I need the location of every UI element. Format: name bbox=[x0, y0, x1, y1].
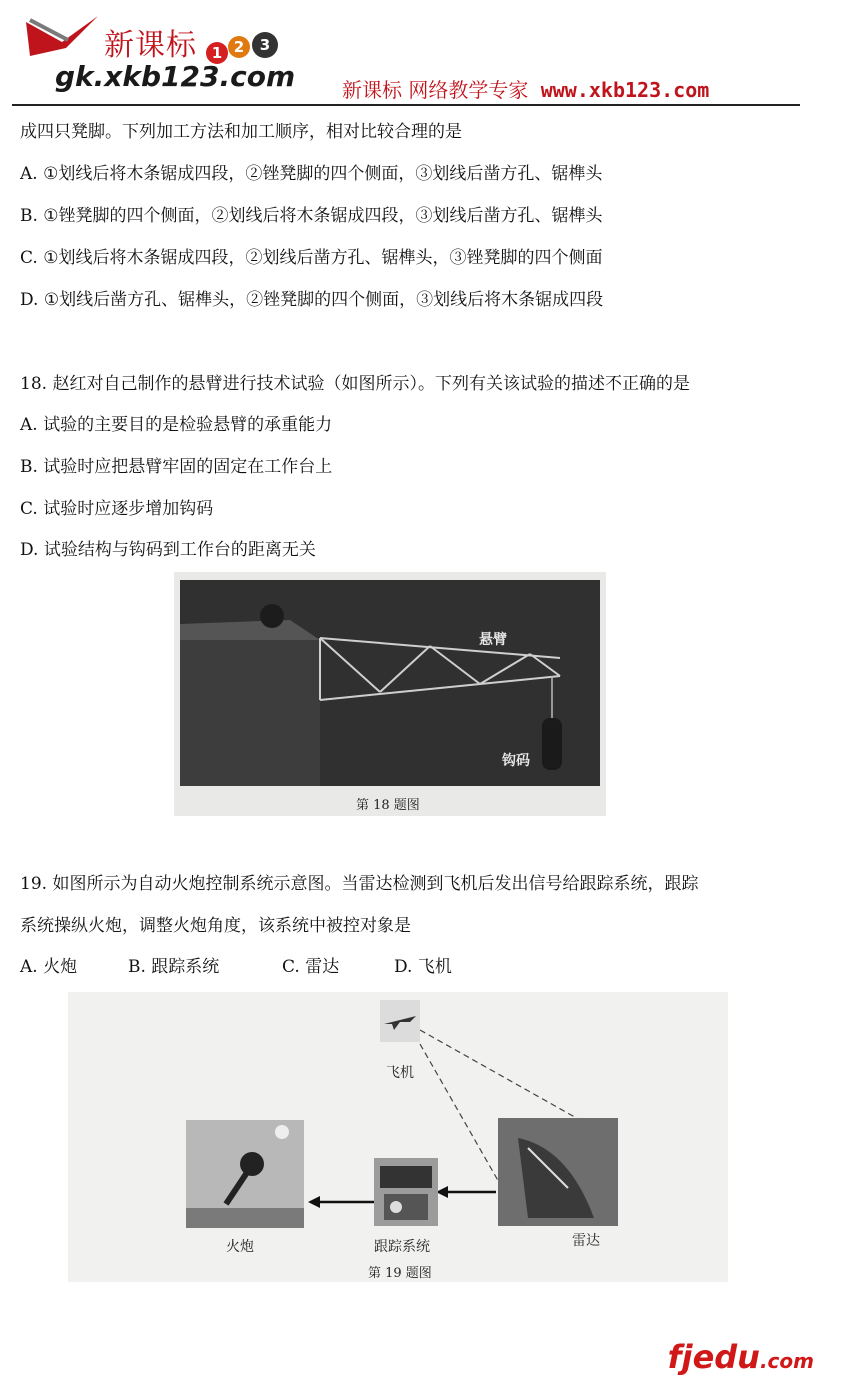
plane-icon bbox=[380, 1000, 420, 1042]
logo-swoosh-icon bbox=[22, 12, 102, 62]
q19-stem-line2: 系统操纵火炮，调整火炮角度，该系统中被控对象是 bbox=[20, 916, 411, 936]
q18-option-a: A. 试验的主要目的是检验悬臂的承重能力 bbox=[20, 415, 333, 435]
q18-figure bbox=[174, 572, 606, 816]
site-url-link[interactable]: www.xkb123.com bbox=[540, 78, 710, 102]
q18-option-d: D. 试验结构与钩码到工作台的距离无关 bbox=[20, 540, 316, 560]
slogan-text: 新课标 网络教学专家 bbox=[342, 78, 529, 102]
footer-brand-suffix: .com bbox=[759, 1349, 814, 1373]
q19-figure-caption: 第 19 题图 bbox=[368, 1266, 432, 1281]
header-slogan bbox=[342, 74, 709, 103]
q19-option-b: B. 跟踪系统 bbox=[128, 957, 220, 977]
q18-option-c: C. 试验时应逐步增加钩码 bbox=[20, 499, 214, 519]
q19-option-d: D. 飞机 bbox=[394, 957, 452, 977]
q19-figure bbox=[68, 992, 728, 1282]
header-divider bbox=[12, 104, 800, 106]
logo-url[interactable]: gk.xkb123.com bbox=[55, 60, 296, 93]
q18-figure-caption: 第 18 题图 bbox=[356, 798, 420, 813]
q17-option-a: A. ①划线后将木条锯成四段，②锉凳脚的四个侧面，③划线后凿方孔、锯榫头 bbox=[20, 164, 603, 184]
logo-title: 新课标 bbox=[104, 28, 197, 63]
footer-logo[interactable] bbox=[668, 1338, 814, 1376]
cannon-photo bbox=[186, 1120, 304, 1228]
q19-stem-line1: 19. 如图所示为自动火炮控制系统示意图。当雷达检测到飞机后发出信号给跟踪系统，跟踪 bbox=[20, 874, 699, 894]
q18-option-b: B. 试验时应把悬臂牢固的固定在工作台上 bbox=[20, 457, 333, 477]
cannon-icon bbox=[186, 1120, 304, 1228]
tracking-system-icon bbox=[374, 1158, 438, 1226]
radar-icon bbox=[498, 1118, 618, 1226]
q19-options bbox=[20, 955, 480, 979]
label-radar: 雷达 bbox=[572, 1233, 600, 1249]
q17-option-c: C. ①划线后将木条锯成四段，②划线后凿方孔、锯榫头，③锉凳脚的四个侧面 bbox=[20, 248, 603, 268]
label-tracking-system: 跟踪系统 bbox=[374, 1239, 430, 1255]
label-cantilever: 悬臂 bbox=[479, 632, 507, 648]
logo-badge-2: 2 bbox=[228, 36, 250, 58]
label-hook-weight: 钩码 bbox=[502, 753, 530, 769]
q17-option-d: D. ①划线后凿方孔、锯榫头，②锉凳脚的四个侧面，③划线后将木条锯成四段 bbox=[20, 290, 604, 310]
label-plane: 飞机 bbox=[386, 1065, 414, 1081]
radar-photo bbox=[498, 1118, 618, 1226]
label-cannon: 火炮 bbox=[226, 1239, 254, 1255]
q17-option-b: B. ①锉凳脚的四个侧面，②划线后将木条锯成四段，③划线后凿方孔、锯榫头 bbox=[20, 206, 603, 226]
logo-badge-1: 1 bbox=[206, 42, 228, 64]
tracking-system-photo bbox=[374, 1158, 438, 1226]
q17-stem: 成四只凳脚。下列加工方法和加工顺序，相对比较合理的是 bbox=[20, 122, 462, 142]
cantilever-photo bbox=[180, 580, 600, 786]
logo-badge-3: 3 bbox=[252, 32, 278, 58]
q19-option-c: C. 雷达 bbox=[282, 957, 340, 977]
footer-brand: fjedu bbox=[667, 1338, 760, 1376]
q19-option-a: A. 火炮 bbox=[20, 957, 78, 977]
plane-photo bbox=[380, 1000, 420, 1042]
q18-stem: 18. 赵红对自己制作的悬臂进行技术试验（如图所示）。下列有关该试验的描述不正确的是 bbox=[20, 374, 690, 394]
